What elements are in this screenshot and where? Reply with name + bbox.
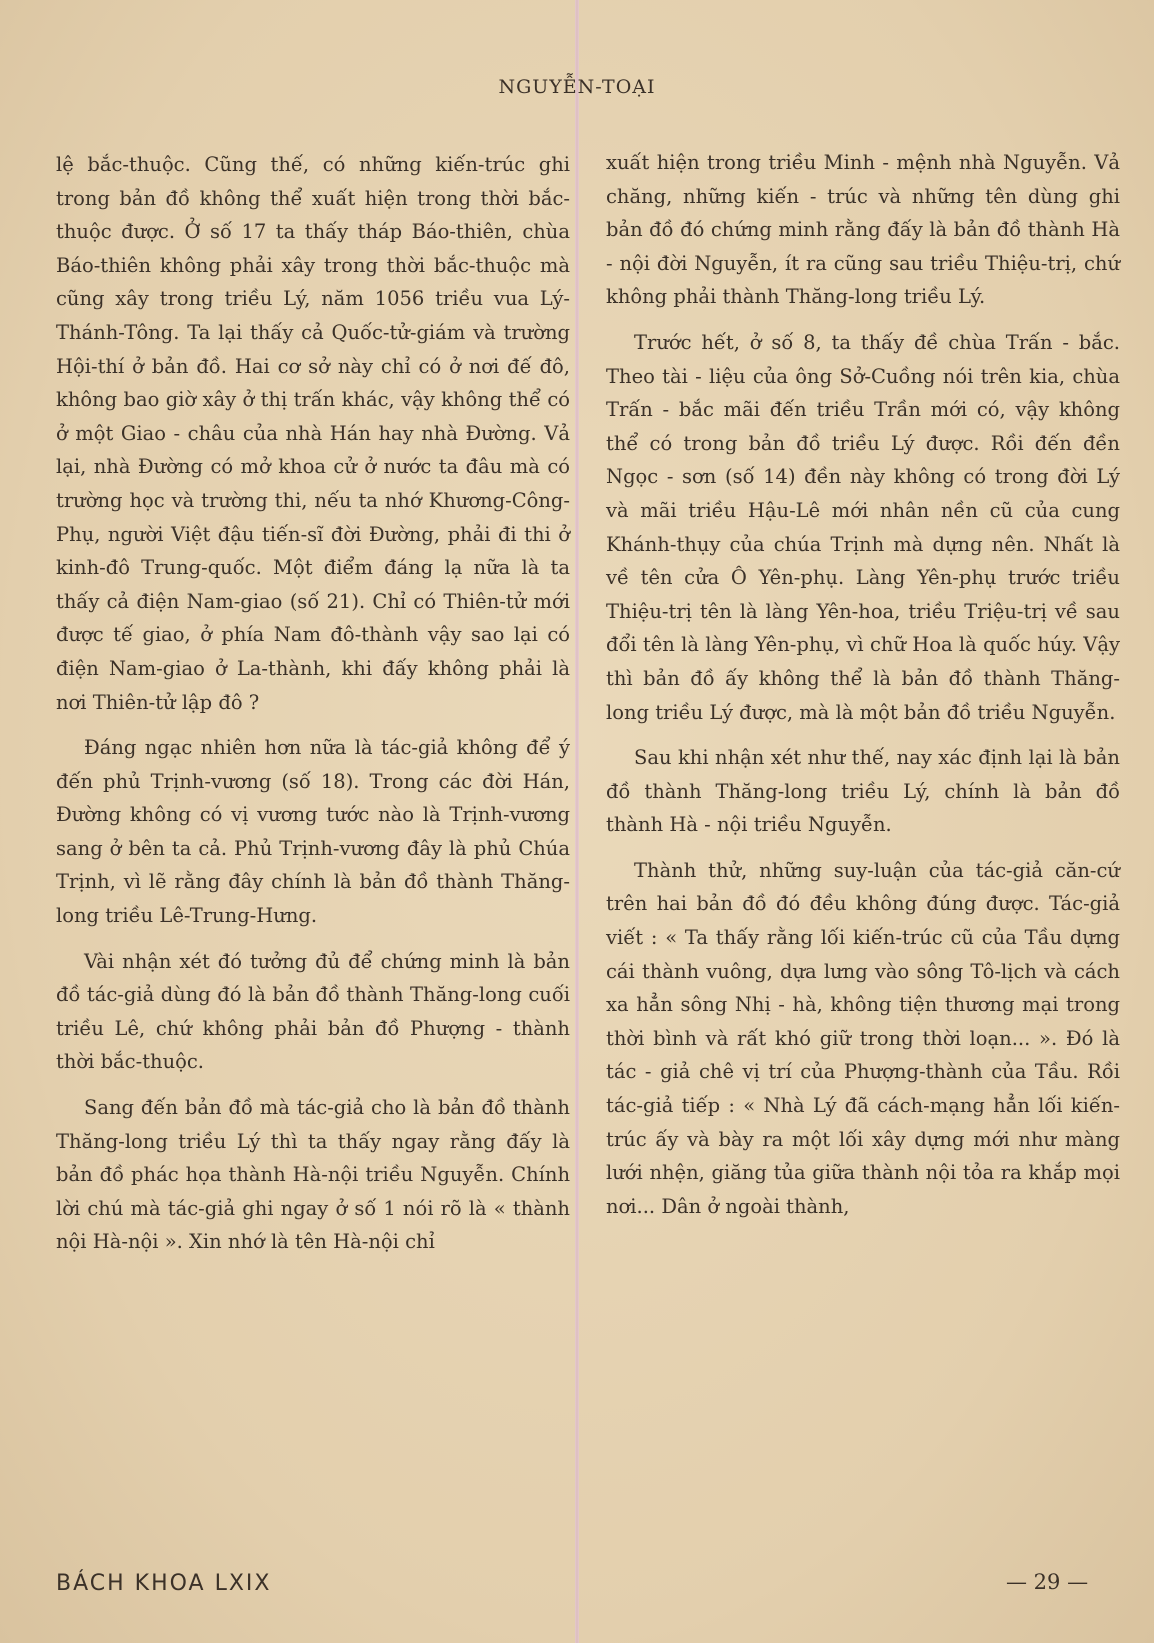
- paragraph: Sang đến bản đồ mà tác-giả cho là bản đồ thành Thăng-long triều Lý thì ta thấy ngay rằng đấy là bản đồ phác họa thành Hà-nội triều Nguyễn. Chính lời chú mà tác-giả ghi ngay ở số 1 nói rõ là « thành nội Hà-nội ». Xin nhớ là tên Hà-nội chỉ: [56, 1096, 570, 1254]
- left-column: [56, 148, 570, 1271]
- paragraph: Thành thử, những suy-luận của tác-giả căn-cứ trên hai bản đồ đó đều không đúng được. Tác-giả viết : « Ta thấy rằng lối kiến-trúc cũ của Tầu dựng cái thành vuông, dựa lưng vào sông Tô-lịch và cách xa hẳn sông Nhị - hà, không tiện thương mại trong thời bình và rất khó giữ trong thời loạn... ». Đó là tác - giả chê vị trí của Phượng-thành của Tầu. Rồi tác-giả tiếp : « Nhà Lý đã cách-mạng hẳn lối kiến-trúc ấy và bày ra một lối xây dựng mới như màng lưới nhện, giăng tủa giữa thành nội tỏa ra khắp mọi nơi... Dân ở ngoài thành,: [606, 858, 1120, 1218]
- paragraph: Trước hết, ở số 8, ta thấy đề chùa Trấn - bắc. Theo tài - liệu của ông Sở-Cuồng nói trên kia, chùa Trấn - bắc mãi đến triều Trần mới có, vậy không thể có trong bản đồ triều Lý được. Rồi đến đền Ngọc - sơn (số 14) đền này không có trong đời Lý và mãi triều Hậu-Lê mới nhân nền cũ của cung Khánh-thụy của chúa Trịnh mà dựng nên. Nhất là về tên cửa Ô Yên-phụ. Làng Yên-phụ trước triều Thiệu-trị tên là làng Yên-hoa, triều Triệu-trị về sau đổi tên là làng Yên-phụ, vì chữ Hoa là quốc húy. Vậy thì bản đồ ấy không thể là bản đồ thành Thăng-long triều Lý được, mà là một bản đồ triều Nguyễn.: [606, 330, 1120, 724]
- page-fold-line: [575, 0, 579, 1643]
- paragraph: xuất hiện trong triều Minh - mệnh nhà Nguyễn. Vả chăng, những kiến - trúc và những tên dùng ghi bản đồ đó chứng minh rằng đấy là bản đồ thành Hà - nội đời Nguyễn, ít ra cũng sau triều Thiệu-trị, chứ không phải thành Thăng-long triều Lý.: [606, 151, 1120, 309]
- paragraph: Sau khi nhận xét như thế, nay xác định lại là bản đồ thành Thăng-long triều Lý, chính là bản đồ thành Hà - nội triều Nguyễn.: [606, 746, 1120, 837]
- footer-magazine-title: BÁCH KHOA LXIX: [56, 1571, 272, 1596]
- paragraph: lệ bắc-thuộc. Cũng thế, có những kiến-trúc ghi trong bản đồ không thể xuất hiện trong thời bắc-thuộc được. Ở số 17 ta thấy tháp Báo-thiên, chùa Báo-thiên không phải xây trong thời bắc-thuộc mà cũng xây trong triều Lý, năm 1056 triều vua Lý-Thánh-Tông. Ta lại thấy cả Quốc-tử-giám và trường Hội-thí ở bản đồ. Hai cơ sở này chỉ có ở nơi đế đô, không bao giờ xây ở thị trấn khác, vậy không thể có ở một Giao - châu của nhà Hán hay nhà Đường. Vả lại, nhà Đường có mở khoa cử ở nước ta đâu mà có trường học và trường thi, nếu ta nhớ Khương-Công-Phụ, người Việt đậu tiến-sĩ đời Đường, phải đi thi ở kinh-đô Trung-quốc. Một điểm đáng lạ nữa là ta thấy cả điện Nam-giao (số 21). Chỉ có Thiên-tử mới được tế giao, ở phía Nam đô-thành vậy sao lại có điện Nam-giao ở La-thành, khi đấy không phải là nơi Thiên-tử lập đô ?: [56, 153, 570, 714]
- page-number: — 29 —: [1006, 1570, 1089, 1594]
- paragraph: Đáng ngạc nhiên hơn nữa là tác-giả không để ý đến phủ Trịnh-vương (số 18). Trong các đời Hán, Đường không có vị vương tước nào là Trịnh-vương sang ở bên ta cả. Phủ Trịnh-vương đây là phủ Chúa Trịnh, vì lẽ rằng đây chính là bản đồ thành Thăng-long triều Lê-Trung-Hưng.: [56, 736, 570, 928]
- running-header: NGUYỄN-TOẠI: [498, 76, 656, 98]
- paragraph: Vài nhận xét đó tưởng đủ để chứng minh là bản đồ tác-giả dùng đó là bản đồ thành Thăng-long cuối triều Lê, chứ không phải bản đồ Phượng - thành thời bắc-thuộc.: [56, 949, 570, 1074]
- right-column: [606, 146, 1120, 1235]
